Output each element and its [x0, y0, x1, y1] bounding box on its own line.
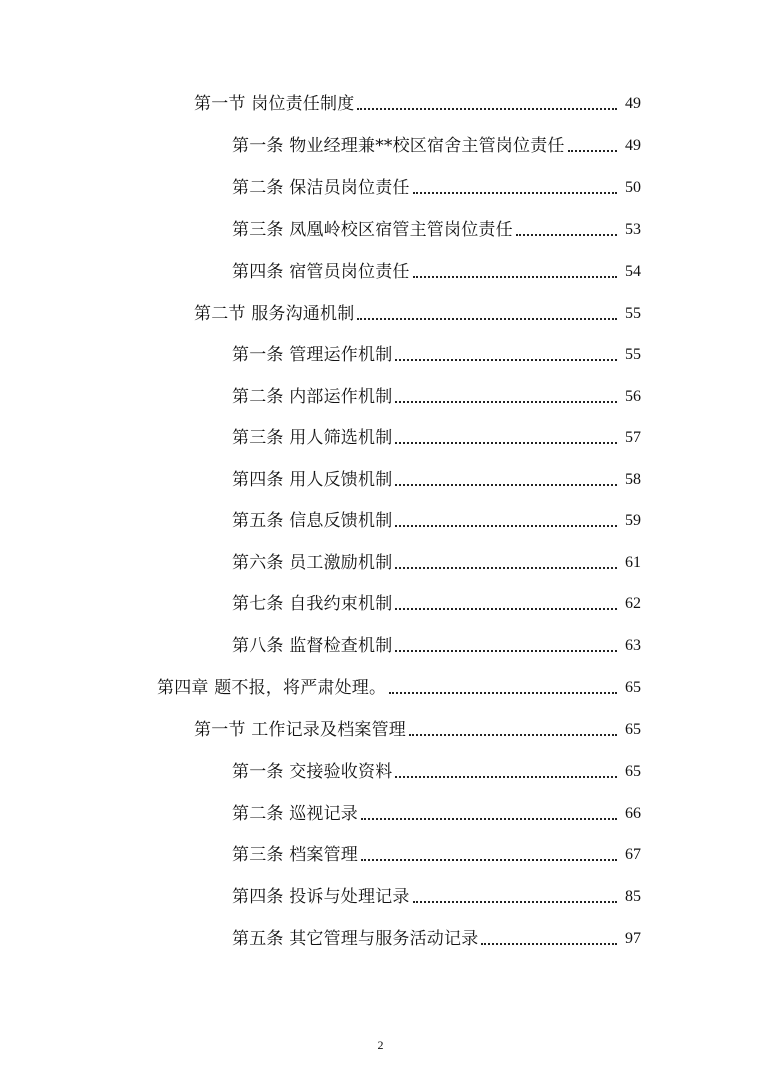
toc-entry-label: 第一条 物业经理兼**校区宿舍主管岗位责任 — [232, 136, 565, 156]
dot-leader — [413, 275, 617, 278]
dot-leader — [395, 566, 617, 569]
toc-entry-label: 第四章 题不报，将严肃处理。 — [157, 678, 387, 698]
toc-entry-label: 第三条 用人筛选机制 — [232, 428, 393, 448]
toc-entry-page: 58 — [625, 471, 641, 488]
toc-entry-label: 第四条 宿管员岗位责任 — [232, 262, 410, 282]
toc-entry-page: 66 — [625, 805, 641, 822]
toc-entry-page: 65 — [625, 721, 641, 738]
toc-entry[interactable] — [232, 630, 641, 658]
toc-entry-page: 54 — [625, 263, 641, 280]
dot-leader — [413, 900, 617, 903]
toc-entry-label: 第二条 保洁员岗位责任 — [232, 178, 410, 198]
toc-entry-page: 67 — [625, 846, 641, 863]
dot-leader — [389, 691, 617, 694]
toc-entry-label: 第二节 服务沟通机制 — [194, 304, 355, 324]
toc-entry-page: 63 — [625, 637, 641, 654]
toc-entry[interactable] — [194, 88, 641, 116]
toc-entry-label: 第一节 工作记录及档案管理 — [194, 720, 407, 740]
toc-entry-page: 50 — [625, 179, 641, 196]
dot-leader — [395, 358, 617, 361]
toc-entry[interactable] — [232, 339, 641, 367]
toc-entry-page: 65 — [625, 763, 641, 780]
dot-leader — [395, 607, 617, 610]
toc-entry-page: 56 — [625, 388, 641, 405]
dot-leader — [481, 942, 617, 945]
toc-entry-page: 62 — [625, 595, 641, 612]
toc-entry[interactable] — [157, 672, 641, 700]
toc-entry-label: 第五条 信息反馈机制 — [232, 511, 393, 531]
toc-entry[interactable] — [232, 756, 641, 784]
toc-entry[interactable] — [232, 214, 641, 242]
dot-leader — [395, 524, 617, 527]
dot-leader — [357, 317, 617, 320]
toc-entry[interactable] — [232, 505, 641, 533]
dot-leader — [357, 107, 617, 110]
toc-entry-page: 59 — [625, 512, 641, 529]
dot-leader — [395, 775, 617, 778]
dot-leader — [395, 441, 617, 444]
dot-leader — [395, 649, 617, 652]
toc-entry[interactable] — [232, 381, 641, 409]
dot-leader — [361, 817, 617, 820]
toc-entry[interactable] — [232, 256, 641, 284]
toc-entry[interactable] — [232, 588, 641, 616]
toc-entry[interactable] — [232, 547, 641, 575]
toc-entry[interactable] — [232, 464, 641, 492]
toc-entry[interactable] — [194, 298, 641, 326]
toc-entry-label: 第八条 监督检查机制 — [232, 636, 393, 656]
toc-entry-label: 第一条 管理运作机制 — [232, 345, 393, 365]
toc-entry-page: 65 — [625, 679, 641, 696]
toc-entry-page: 49 — [625, 95, 641, 112]
toc-entry-label: 第四条 用人反馈机制 — [232, 470, 393, 490]
toc-entry-label: 第一条 交接验收资料 — [232, 762, 393, 782]
toc-entry[interactable] — [232, 422, 641, 450]
toc-entry-page: 97 — [625, 930, 641, 947]
dot-leader — [568, 149, 617, 152]
page-number: 2 — [377, 1038, 384, 1052]
toc-entry[interactable] — [232, 172, 641, 200]
toc-entry-label: 第四条 投诉与处理记录 — [232, 887, 410, 907]
toc-entry[interactable] — [232, 839, 641, 867]
toc-entry-page: 55 — [625, 346, 641, 363]
toc-entry-label: 第五条 其它管理与服务活动记录 — [232, 929, 479, 949]
toc-entry-page: 61 — [625, 554, 641, 571]
dot-leader — [413, 191, 617, 194]
toc-entry[interactable] — [232, 881, 641, 909]
toc-entry-page: 49 — [625, 137, 641, 154]
dot-leader — [409, 733, 617, 736]
toc-entry-page: 85 — [625, 888, 641, 905]
toc-entry-page: 53 — [625, 221, 641, 238]
toc-entry-page: 55 — [625, 305, 641, 322]
dot-leader — [516, 233, 617, 236]
toc-entry[interactable] — [232, 923, 641, 951]
toc-entry[interactable] — [194, 714, 641, 742]
toc-entry-label: 第二条 巡视记录 — [232, 804, 359, 824]
toc-entry-label: 第六条 员工激励机制 — [232, 553, 393, 573]
toc-entry-label: 第七条 自我约束机制 — [232, 594, 393, 614]
toc-entry-label: 第三条 档案管理 — [232, 845, 359, 865]
toc-entry-page: 57 — [625, 429, 641, 446]
toc-entry-label: 第一节 岗位责任制度 — [194, 94, 355, 114]
toc-entry-label: 第三条 凤凰岭校区宿管主管岗位责任 — [232, 220, 513, 240]
toc-entry[interactable] — [232, 130, 641, 158]
toc-entry-label: 第二条 内部运作机制 — [232, 387, 393, 407]
dot-leader — [395, 483, 617, 486]
toc-entry[interactable] — [232, 798, 641, 826]
dot-leader — [395, 400, 617, 403]
dot-leader — [361, 858, 617, 861]
